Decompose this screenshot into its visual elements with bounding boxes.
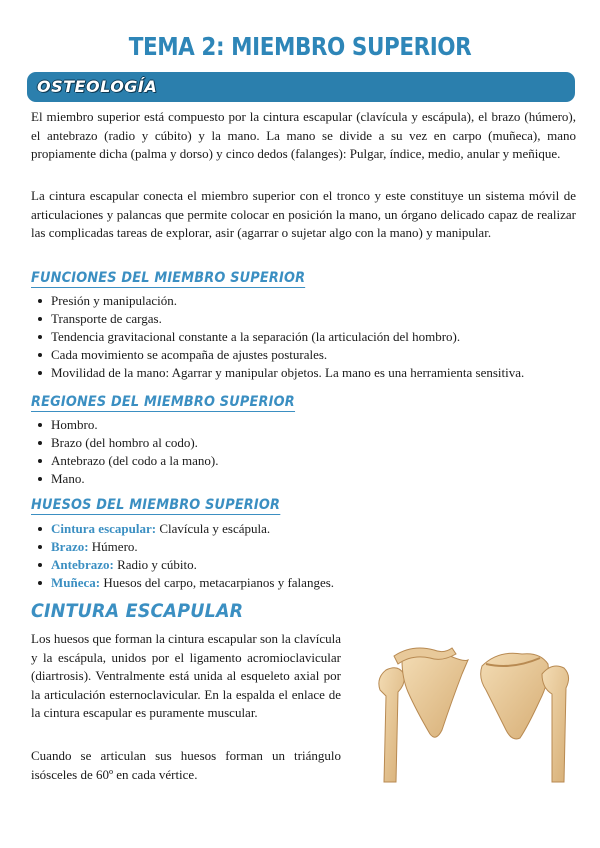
term-desc: Huesos del carpo, metacarpianos y falanges.	[100, 575, 335, 590]
huesos-list	[31, 520, 576, 592]
term-label: Cintura escapular:	[51, 521, 157, 536]
list-item	[31, 520, 576, 538]
humerus-bone	[542, 666, 569, 782]
intro-paragraph-2: La cintura escapular conecta el miembro superior con el tronco y este constituye un sistema móvil de articulaciones y palancas que permite colocar en posición la mano, un órgano delicado capaz de realizar las complicadas tareas de explorar, asir (agarrar o sujetar algo con la mano) y manipular.	[31, 188, 576, 240]
list-item	[31, 574, 576, 592]
cintura-paragraph-2: Cuando se articulan sus huesos forman un triángulo isósceles de 60º en cada vértice.	[31, 748, 341, 782]
shoulder-bones-illustration	[372, 630, 577, 785]
cintura-paragraph-1: Los huesos que forman la cintura escapular son la clavícula y la escápula, unidos por el ligamento acromioclavicular (diartrosis). Ventralmente está unida al esqueleto axial por la articulación esternoclavicular. En la espalda el enlace de la cintura escapular es puramente muscular.	[31, 631, 341, 720]
funciones-list	[31, 292, 576, 382]
cintura-heading: CINTURA ESCAPULAR	[31, 600, 244, 622]
list-item: Hombro.	[31, 416, 576, 434]
term-desc: Húmero.	[88, 539, 138, 554]
term-label: Brazo:	[51, 539, 89, 554]
list-item: Mano.	[31, 470, 576, 488]
huesos-heading: HUESOS DEL MIEMBRO SUPERIOR	[31, 497, 281, 513]
term-label: Muñeca:	[51, 575, 101, 590]
list-item	[31, 538, 576, 556]
scapula-humerus-drawing	[372, 630, 577, 785]
term-desc: Clavícula y escápula.	[156, 521, 271, 536]
section-banner	[27, 72, 575, 102]
list-item: Presión y manipulación.	[31, 292, 576, 310]
list-item: Brazo (del hombro al codo).	[31, 434, 576, 452]
funciones-heading: FUNCIONES DEL MIEMBRO SUPERIOR	[31, 270, 306, 286]
banner-title: OSTEOLOGÍA	[37, 77, 158, 96]
humerus-bone	[379, 668, 405, 782]
list-item: Tendencia gravitacional constante a la separación (la articulación del hombro).	[31, 328, 576, 346]
term-desc: Radio y cúbito.	[113, 557, 197, 572]
intro-paragraph-1: El miembro superior está compuesto por la cintura escapular (clavícula y escápula), el brazo (húmero), el antebrazo (radio y cúbito) y la mano. La mano se divide a su vez en carpo (muñeca), mano propiamente dicha (palma y dorso) y cinco dedos (falanges): Pulgar, índice, medio, anular y meñique.	[31, 109, 576, 161]
term-label: Antebrazo:	[51, 557, 114, 572]
regiones-heading: REGIONES DEL MIEMBRO SUPERIOR	[31, 394, 295, 410]
list-item: Transporte de cargas.	[31, 310, 576, 328]
list-item	[31, 556, 576, 574]
scapula-bone	[402, 653, 468, 737]
list-item: Movilidad de la mano: Agarrar y manipular objetos. La mano es una herramienta sensitiva.	[31, 364, 576, 382]
page-title: TEMA 2: MIEMBRO SUPERIOR	[128, 32, 472, 61]
regiones-list	[31, 416, 576, 488]
list-item: Cada movimiento se acompaña de ajustes posturales.	[31, 346, 576, 364]
list-item: Antebrazo (del codo a la mano).	[31, 452, 576, 470]
